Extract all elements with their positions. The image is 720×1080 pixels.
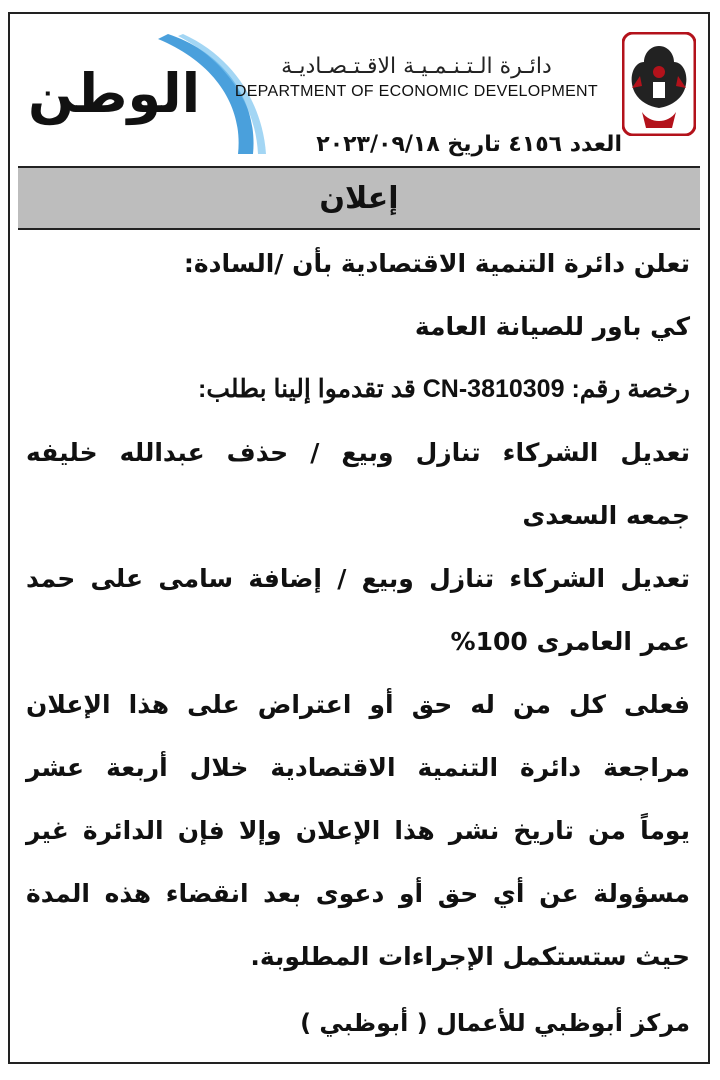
notice-line: عمر العامرى 100% [450,627,690,656]
notice-line: مسؤولة عن أي حق أو دعوى بعد انقضاء هذه المدة [26,879,690,908]
newspaper-name: الوطن [28,62,201,125]
footer-center-name: مركز أبوظبي للأعمال ( أبوظبي ) [300,1009,690,1037]
notice-line: حيث ستستكمل الإجراءات المطلوبة. [250,942,690,971]
header [10,14,708,164]
notice-body [26,232,690,988]
issue-line: العدد ٤١٥٦ تاريخ ٢٠٢٣/٠٩/١٨ [316,132,622,157]
notice-line: تعلن دائرة التنمية الاقتصادية بأن /السادة: [183,249,690,278]
department-block [235,54,598,101]
notice-line: جمعه السعدى [522,501,690,530]
notice-line: تعديل الشركاء تنازل وبيع / إضافة سامى على حمد [26,564,690,593]
title-bar [18,166,700,230]
abu-dhabi-emblem-icon [622,32,696,136]
notice-line-license: رخصة رقم: CN-3810309 قد تقدموا إلينا بطلب: [198,375,690,403]
notice-frame [8,12,710,1064]
department-name-ar: دائـرة الـتـنـمـيـة الاقـتـصـاديـة [281,54,552,79]
notice-line: تعديل الشركاء تنازل وبيع / حذف عبدالله خليفه [26,438,690,467]
notice-line: مراجعة دائرة التنمية الاقتصادية خلال أربعة عشر [26,753,690,782]
department-name-en: DEPARTMENT OF ECONOMIC DEVELOPMENT [234,83,598,100]
newspaper-logo [18,34,268,154]
notice-line: يوماً من تاريخ نشر هذا الإعلان وإلا فإن الدائرة غير [26,816,690,845]
notice-line: فعلى كل من له حق أو اعتراض على هذا الإعلان [26,690,690,719]
notice-line: كي باور للصيانة العامة [414,312,690,341]
notice-title: إعلان [319,180,399,216]
